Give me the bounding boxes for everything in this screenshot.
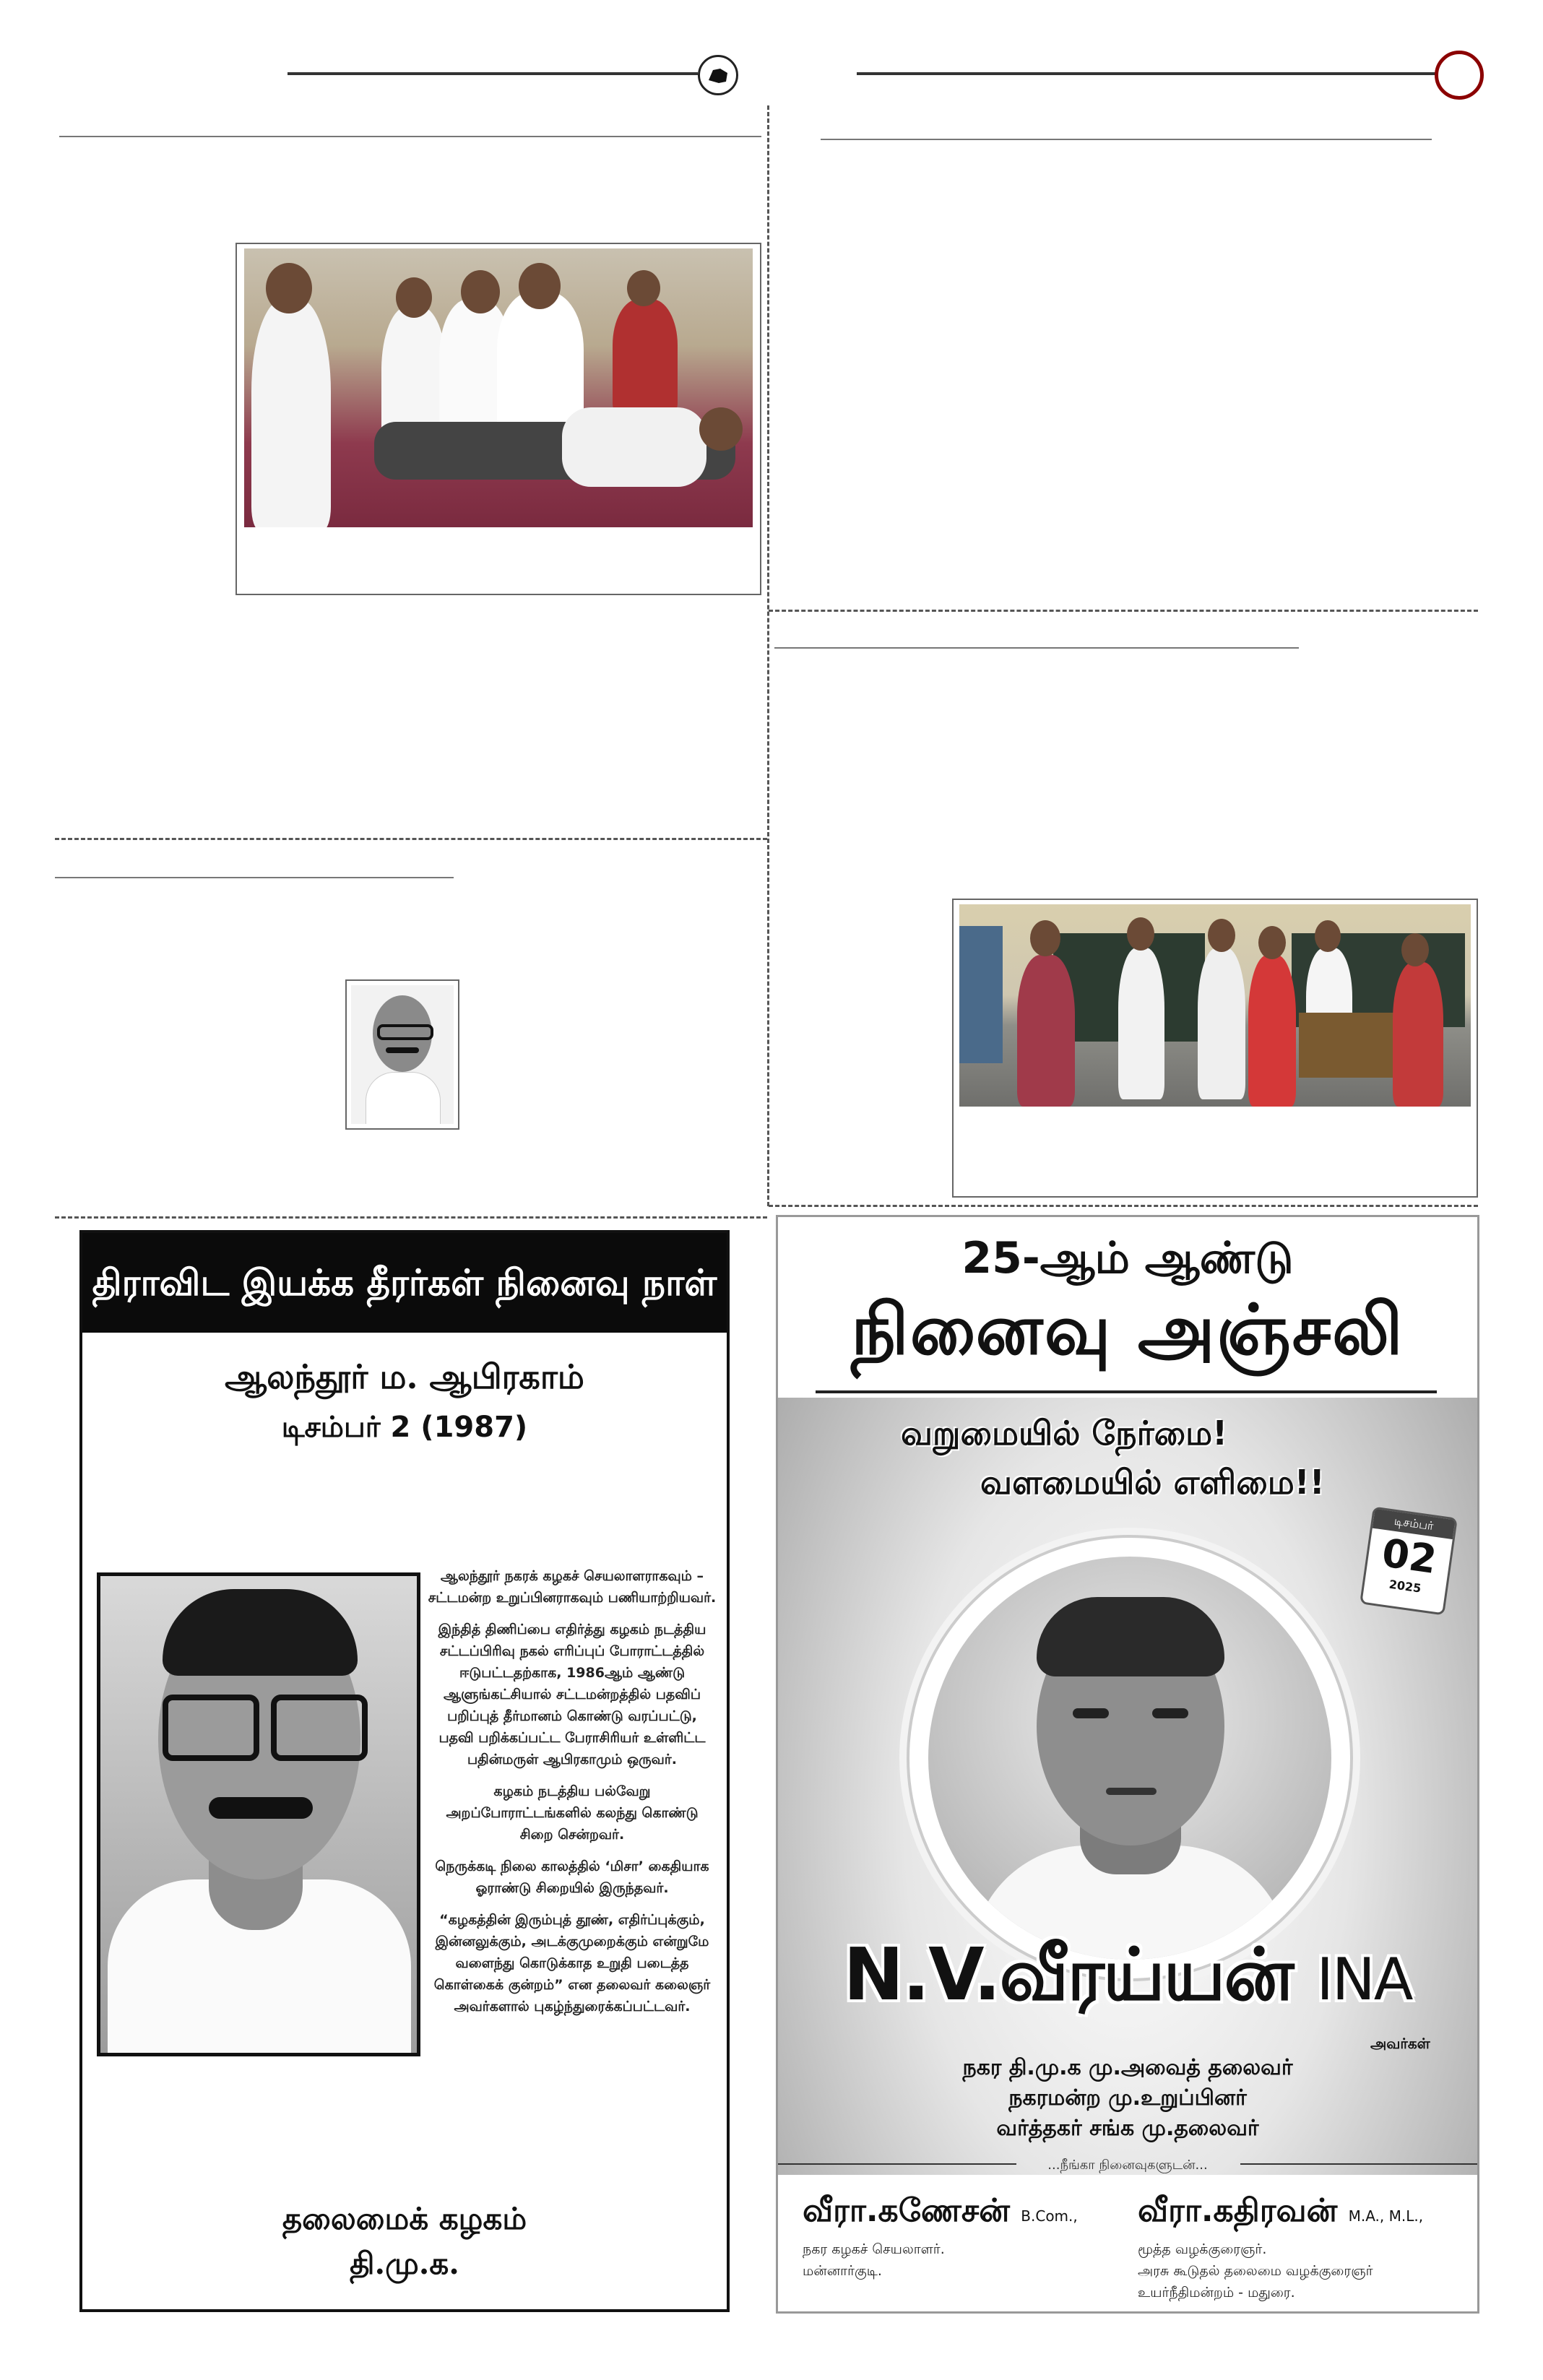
signatory-name: வீரா.கதிரவன் M.A., M.L., <box>1138 2192 1424 2229</box>
role-line: நகரமன்ற மு.உறுப்பினர் <box>1008 2085 1247 2111</box>
left-section-divider <box>55 838 767 840</box>
honoree-name: ஆலந்தூர் ம. ஆபிரகாம் <box>225 1357 584 1396</box>
memorial-date: டிசம்பர் 2 (1987) <box>281 1411 528 1444</box>
school-inspection-photo <box>959 904 1471 1107</box>
school-inspection-photo-frame <box>952 899 1478 1198</box>
column-divider <box>767 105 769 1206</box>
honoree-name-text: N.V.வீரய்யன் <box>843 1932 1293 2017</box>
ad-banner: திராவிட இயக்க தீரர்கள் நினைவு நாள் <box>82 1233 727 1333</box>
masthead-left-rule <box>288 72 698 75</box>
hospital-visit-photo-frame <box>235 243 761 595</box>
anniversary-line: 25-ஆம் ஆண்டு <box>961 1233 1294 1284</box>
role-line: வர்த்தகர் சங்க மு.தலைவர் <box>996 2116 1259 2141</box>
tiger-emblem-icon <box>698 55 738 95</box>
masthead-right-rule <box>857 72 1442 75</box>
right-top-rule <box>821 139 1432 140</box>
abraham-portrait <box>97 1572 420 2056</box>
left-bottom-divider <box>55 1216 767 1219</box>
signatory-detail: அரசு கூடுதல் தலைமை வழக்குரைஞர் <box>1138 2263 1373 2279</box>
hospital-visit-photo <box>244 248 753 527</box>
bio-paragraph: கழகம் நடத்திய பல்வேறு அறப்போராட்டங்களில் கலந்து கொண்டு சிறை சென்றவர். <box>446 1783 699 1843</box>
small-portrait-photo-frame <box>345 979 459 1130</box>
signatory-degree: B.Com., <box>1021 2207 1078 2225</box>
calendar-badge <box>1360 1506 1458 1615</box>
biography <box>428 1565 717 2028</box>
signatory-detail: மன்னார்குடி. <box>803 2263 882 2279</box>
memorial-ad-veeraiyan <box>776 1215 1479 2314</box>
right-headline-rule <box>774 647 1299 649</box>
small-portrait-photo <box>351 985 454 1124</box>
ad-title: நினைவு அஞ்சலி <box>851 1289 1404 1370</box>
memorial-ad-abraham <box>79 1230 730 2312</box>
bio-paragraph: “கழகத்தின் இரும்புத் தூண், எதிர்ப்புக்கும், இன்னலுக்கும், அடக்குமுறைக்கும் என்றுமே வளைந்து கொடுக்காத உறுதி படைத்த கொள்கைக் குன்றம்” என தலைவர் கலைஞர் அவர்களால் புகழ்ந்துரைக்கப்பட்டவர். <box>433 1912 711 2015</box>
signatory-degree: M.A., M.L., <box>1348 2207 1424 2225</box>
honoree-name-suffix: INA <box>1316 1946 1412 2013</box>
signatory-detail: உயர்நீதிமன்றம் - மதுரை. <box>1138 2285 1295 2301</box>
slogan-line-1: வறுமையில் நேர்மை! <box>901 1414 1228 1453</box>
remembrance-separator: ...நீங்கா நினைவுகளுடன்... <box>1047 2158 1208 2173</box>
veeraiyan-portrait-frame <box>907 1535 1353 1981</box>
ad-footer-party: தி.மு.க. <box>350 2246 459 2281</box>
slogan-line-2: வளமையில் எளிமை!! <box>980 1463 1325 1502</box>
signatory-detail: மூத்த வழக்குரைஞர். <box>1138 2241 1267 2257</box>
honorific: அவர்கள் <box>1370 2035 1430 2052</box>
veeraiyan-portrait <box>928 1557 1331 1960</box>
calendar-year: 2025 <box>1388 1577 1422 1596</box>
right-section-divider <box>769 610 1478 612</box>
bio-paragraph: இந்தித் திணிப்பை எதிர்த்து கழகம் நடத்திய சட்டப்பிரிவு நகல் எரிப்புப் போராட்டத்தில் ஈடுபட்டதற்காக, 1986ஆம் ஆண்டு ஆளுங்கட்சியால் சட்டமன்றத்தில் பதவிப் பறிப்புத் தீர்மானம் கொண்டு வரப்பட்டு, பதவி பறிக்கப்பட்ட பேராசிரியர் உள்ளிட்ட பதின்மருள் ஆபிரகாமும் ஒருவர். <box>438 1622 706 1767</box>
right-bottom-divider <box>769 1205 1478 1207</box>
left-headline-rule <box>55 877 454 878</box>
left-top-rule <box>59 136 761 137</box>
honoree-name-large <box>778 1932 1477 2027</box>
ad-footer-headquarters: தலைமைக் கழகம் <box>282 2201 527 2236</box>
signatory-name: வீரா.கணேசன் B.Com., <box>803 2192 1078 2229</box>
role-line: நகர தி.மு.க மு.அவைத் தலைவர் <box>962 2055 1293 2080</box>
signatory-detail: நகர கழகச் செயலாளர். <box>803 2241 945 2257</box>
bio-paragraph: ஆலந்தூர் நகரக் கழகச் செயலாளராகவும் – சட்டமன்ற உறுப்பினராகவும் பணியாற்றியவர். <box>428 1568 717 1606</box>
bio-paragraph: நெருக்கடி நிலை காலத்தில் ‘மிசா’ கைதியாக ஓராண்டு சிறையில் இருந்தவர். <box>435 1858 709 1896</box>
calendar-day: 02 <box>1379 1530 1440 1583</box>
circle-logo-icon <box>1435 51 1484 100</box>
calendar-month: டிசம்பர் <box>1373 1509 1456 1539</box>
